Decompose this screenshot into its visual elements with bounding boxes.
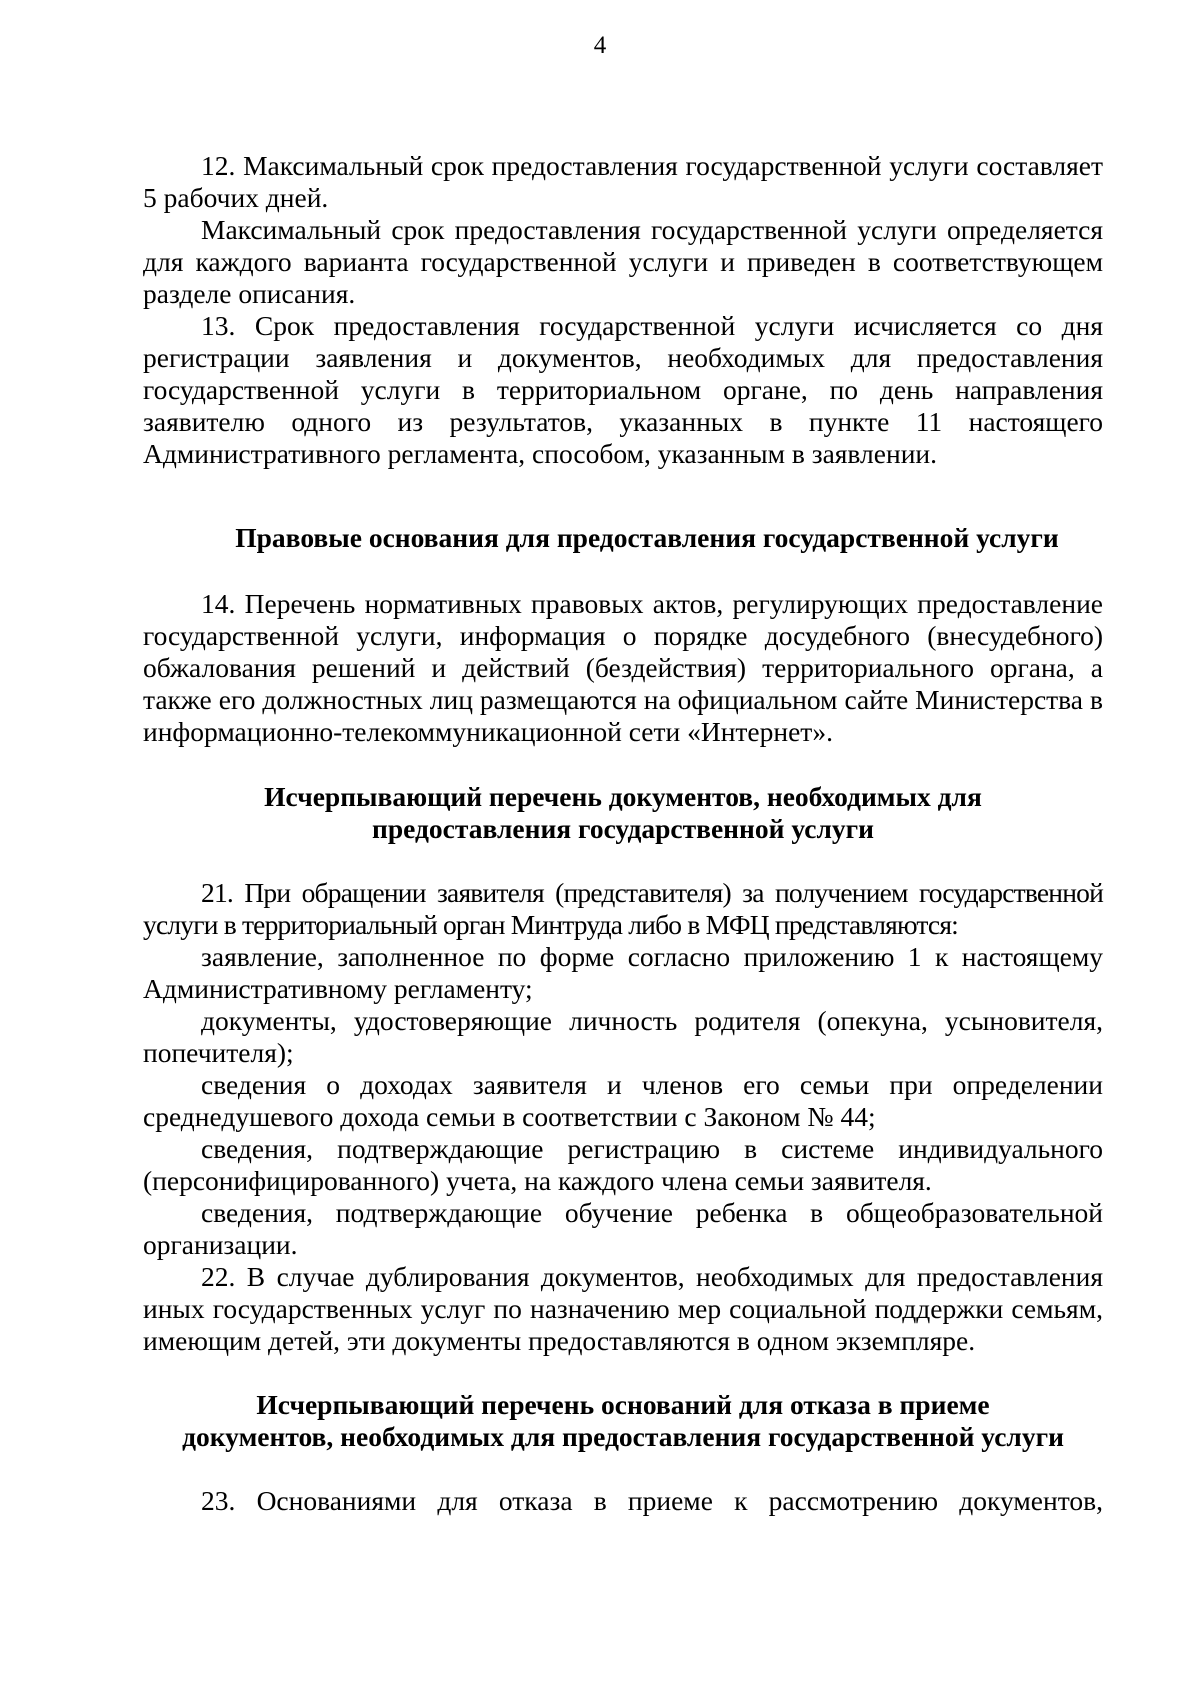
paragraph-12-continued: Максимальный срок предоставления государственной услуги определяется для каждого варианта государственной услуги и приведен в соответствующем разделе описания. (143, 214, 1103, 309)
section-heading-documents (143, 781, 1103, 845)
section-heading-refusal-line-2: документов, необходимых для предоставления государственной услуги (182, 1421, 1064, 1452)
section-heading-documents-line-2: предоставления государственной услуги (372, 813, 874, 844)
page-number: 4 (593, 32, 607, 59)
paragraph-21: 21. При обращении заявителя (представителя) за получением государственной услуги в территориальный орган Минтруда либо в МФЦ представляются: (143, 877, 1103, 940)
paragraph-21-item-identity-documents: документы, удостоверяющие личность родителя (опекуна, усыновителя, попечителя); (143, 1005, 1103, 1068)
paragraph-22: 22. В случае дублирования документов, необходимых для предоставления иных государственных услуг по назначению мер социальной поддержки семьям, имеющим детей, эти документы предоставляются в одном экземпляре. (143, 1261, 1103, 1356)
paragraph-13: 13. Срок предоставления государственной услуги исчисляется со дня регистрации заявления и документов, необходимых для предоставления государственной услуги в территориальном органе, по день направления заявителю одного из результатов, указанных в пункте 11 настоящего Административного регламента, способом, указанным в заявлении. (143, 310, 1103, 469)
paragraph-21-item-income: сведения о доходах заявителя и членов его семьи при определении среднедушевого дохода семьи в соответствии с Законом № 44; (143, 1069, 1103, 1132)
paragraph-21-item-registration: сведения, подтверждающие регистрацию в системе индивидуального (персонифицированного) учета, на каждого члена семьи заявителя. (143, 1133, 1103, 1196)
paragraph-21-item-education: сведения, подтверждающие обучение ребенка в общеобразовательной организации. (143, 1197, 1103, 1260)
paragraph-14: 14. Перечень нормативных правовых актов, регулирующих предоставление государственной услуги, информация о порядке досудебного (внесудебного) обжалования решений и действий (бездействия) территориального органа, а также его должностных лиц размещаются на официальном сайте Министерства в информационно-телекоммуникационной сети «Интернет». (143, 588, 1103, 747)
paragraph-12: 12. Максимальный срок предоставления государственной услуги составляет 5 рабочих дней. (143, 150, 1103, 213)
paragraph-23: 23. Основаниями для отказа в приеме к рассмотрению документов, (201, 1485, 1103, 1516)
section-heading-documents-line-1: Исчерпывающий перечень документов, необходимых для (264, 781, 982, 812)
document-body (143, 150, 1103, 1517)
section-heading-legal-basis: Правовые основания для предоставления государственной услуги (235, 522, 1059, 553)
section-heading-refusal (143, 1389, 1103, 1453)
section-heading-refusal-line-1: Исчерпывающий перечень оснований для отказа в приеме (256, 1389, 990, 1420)
paragraph-21-item-application: заявление, заполненное по форме согласно приложению 1 к настоящему Административному регламенту; (143, 941, 1103, 1004)
